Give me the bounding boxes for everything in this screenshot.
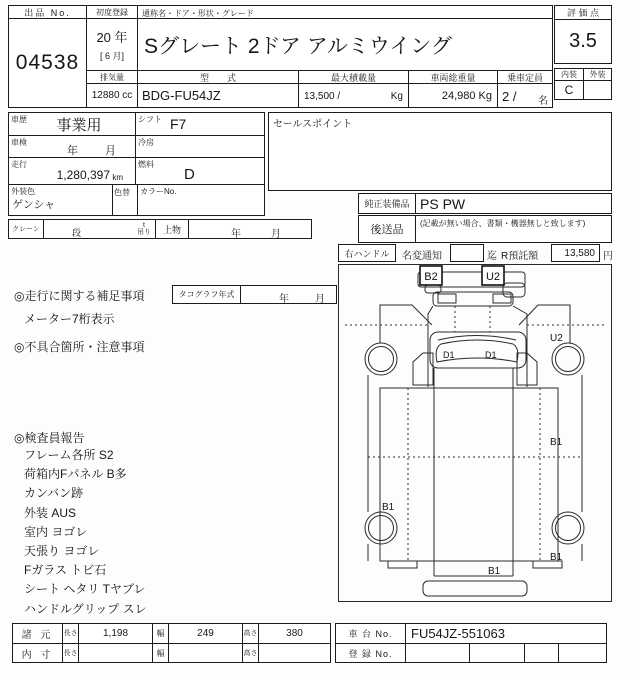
score-label: 評 価 点	[554, 5, 612, 20]
crane-t: t	[143, 222, 145, 229]
first-registration-label: 初度登録	[86, 5, 138, 19]
tachograph-value-box	[240, 285, 337, 304]
inspector-report-item: ハンドルグリップ スレ	[24, 601, 147, 616]
lot-number-label: 出品 No.	[8, 5, 87, 19]
cab-roof-vent-right	[493, 294, 511, 303]
spec-height-label-text: 高さ	[243, 630, 258, 637]
uwamono-date-cell	[188, 219, 312, 239]
lot-number-value: 04538	[8, 18, 87, 108]
crane-dan-label: 段	[72, 228, 82, 238]
inner-row-label: 内 寸	[12, 643, 63, 663]
registration-no-value	[405, 643, 607, 663]
uwamono-label: 上物	[155, 219, 189, 239]
tachograph-label: タコグラフ年式	[172, 285, 241, 304]
spec-height-value: 380	[258, 623, 331, 644]
rear-wheel-right	[552, 512, 584, 544]
spec-length-label-text: 長さ	[63, 630, 78, 637]
mileage-unit: km	[112, 173, 123, 182]
model-name-label: 通称名・ドア・形状・グレード	[137, 5, 553, 19]
repaint-cell: 色替	[112, 184, 138, 216]
exterior-color-value: ゲンシャ	[12, 199, 56, 211]
sales-point-label: セールスポイント	[273, 119, 353, 130]
sales-point-box	[268, 112, 612, 191]
later-items-note: (記載が無い場合、書類・機器無しと致します)	[415, 215, 612, 243]
capacity-value	[497, 83, 553, 108]
steering-position-badge: 右ハンドル	[338, 244, 396, 262]
exterior-color-label: 外装色	[11, 187, 35, 196]
registration-no-label: 登 録 No.	[335, 643, 406, 663]
inner-length-label	[62, 643, 79, 663]
model-code-value: BDG-FU54JZ	[137, 83, 299, 108]
rear-wheel-right-inner	[556, 516, 581, 541]
exterior-color-cell	[8, 184, 113, 216]
spec-width-value: 249	[168, 623, 243, 644]
crane-spec-cell	[43, 219, 156, 239]
cab-roof-vent-left	[438, 294, 456, 303]
tachograph-year-label: 年	[279, 294, 289, 305]
later-items-label: 後送品	[358, 215, 416, 243]
spec-length-value: 1,198	[78, 623, 153, 644]
chassis-no-value: FU54JZ-551063	[405, 623, 607, 644]
defects-title: ◎不具合箇所・注意事項	[14, 340, 145, 354]
damage-code-d1-left: D1	[443, 350, 455, 360]
history-label: 車歴	[11, 115, 27, 124]
name-change-value-box	[450, 244, 484, 262]
mileage-cell	[8, 157, 136, 185]
history-cell	[8, 112, 136, 136]
mileage-label: 走行	[11, 160, 27, 169]
damage-code-u2-side: U2	[550, 333, 563, 344]
uwamono-month-label: 月	[271, 229, 281, 240]
meter-digits-note: メーター7桁表示	[24, 312, 115, 326]
inspector-report-item: Fガラス トビ石	[24, 563, 107, 578]
color-no-cell	[137, 184, 265, 216]
first-registration-year: 20 年	[96, 30, 128, 45]
cowl-line	[438, 336, 516, 341]
rear-bumper	[423, 581, 527, 596]
diagram-frame	[339, 265, 612, 602]
inspection-year-label: 年	[67, 145, 78, 157]
registration-divider	[524, 644, 525, 662]
mileage-value: 1,280,397	[56, 168, 110, 182]
vehicle-condition-diagram	[338, 264, 612, 602]
damage-code-d1-right: D1	[485, 350, 497, 360]
inner-width-label: 幅	[152, 643, 169, 663]
registration-divider	[558, 644, 559, 662]
inner-height-label	[242, 643, 259, 663]
front-wheel-right-inner	[556, 347, 581, 372]
fuel-value: D	[184, 166, 195, 183]
model-name-value: Sグレート 2ドア アルミウイング	[137, 18, 553, 71]
inspection-label: 車検	[11, 138, 27, 147]
max-load-value	[298, 83, 409, 108]
until-label: 迄	[487, 251, 497, 262]
oem-equipment-label: 純正装備品	[358, 193, 416, 214]
max-load-amount: 13,500 /	[304, 91, 341, 102]
inspection-month-label: 月	[105, 145, 116, 157]
front-wheel-left	[365, 343, 397, 375]
aircon-label: 冷房	[138, 138, 154, 147]
rear-wheel-left	[365, 512, 397, 544]
crane-label: クレーン	[8, 219, 44, 239]
first-registration-month: [ 6 月]	[99, 51, 124, 61]
front-bumper-step	[503, 283, 525, 297]
inspector-report-item: カンバン跡	[24, 486, 84, 501]
model-code-label: 型 式	[137, 70, 299, 84]
shift-cell	[135, 112, 265, 136]
fuel-label: 燃料	[138, 160, 154, 169]
inner-height-label-text: 高さ	[243, 649, 258, 657]
crane-tsuri-label	[137, 222, 151, 236]
recycle-deposit-label: R預託額	[501, 251, 539, 262]
history-value: 事業用	[56, 116, 102, 134]
damage-code-b1-left-rear: B1	[382, 502, 395, 513]
spec-row-label: 諸 元	[12, 623, 63, 644]
damage-code-u2-front: U2	[485, 271, 501, 283]
mileage-notes-title: ◎走行に関する補足事項	[14, 289, 145, 303]
rear-wheel-left-inner	[369, 516, 394, 541]
chassis-no-label: 車 台 No.	[335, 623, 406, 644]
inspection-cell	[8, 135, 136, 158]
damage-code-b1-right-rear: B1	[550, 552, 563, 563]
uwamono-year-label: 年	[231, 229, 241, 240]
gross-weight-value: 24,980 Kg	[408, 83, 498, 108]
inner-length-value	[78, 643, 153, 663]
exterior-grade-label: 外装	[583, 68, 612, 81]
aircon-cell	[135, 135, 265, 158]
damage-code-b1-cargo: B1	[550, 437, 563, 448]
inspector-report-item: フレーム各所 S2	[24, 448, 114, 462]
inspector-report-item: 天張り ヨゴレ	[24, 544, 100, 559]
exterior-grade-value	[583, 80, 612, 100]
damage-code-b2: B2	[424, 271, 438, 283]
displacement-value: 12880 cc	[86, 83, 138, 108]
rear-stub-left	[388, 561, 417, 568]
front-fender-left	[380, 305, 432, 343]
inspector-report-item: 室内 ヨゴレ	[24, 524, 88, 539]
capacity-count: 2 /	[502, 89, 517, 104]
front-wheel-right	[552, 343, 584, 375]
shift-value: F7	[170, 116, 187, 132]
tachograph-month-label: 月	[315, 294, 325, 305]
fuel-cell	[135, 157, 265, 185]
first-registration-value	[86, 18, 138, 71]
inspector-report-item: シート ヘタリ Tヤブレ	[24, 582, 146, 597]
max-load-label: 最大積載量	[298, 70, 409, 84]
crane-tsuri: 吊り	[137, 229, 151, 236]
capacity-label: 乗車定員	[497, 70, 553, 84]
front-wheel-left-inner	[369, 347, 394, 372]
interior-grade-value: C	[554, 80, 584, 100]
inspector-report-list	[24, 446, 254, 619]
registration-divider	[469, 644, 470, 662]
oem-equipment-value: PS PW	[415, 193, 612, 214]
inspector-report-item: 荷箱内Fパネル B多	[24, 467, 127, 482]
damage-code-b1-rear: B1	[488, 566, 501, 577]
interior-grade-label: 内装	[554, 68, 584, 81]
name-change-label: 名変通知	[402, 251, 442, 262]
displacement-label: 排気量	[86, 70, 138, 84]
gross-weight-label: 車両総重量	[408, 70, 498, 84]
inner-height-value	[258, 643, 331, 663]
spec-length-label	[62, 623, 79, 644]
spec-width-label: 幅	[152, 623, 169, 644]
score-value: 3.5	[554, 19, 612, 64]
color-no-label: カラーNo.	[140, 187, 177, 196]
capacity-unit: 名	[538, 96, 548, 107]
shift-label: シフト	[138, 115, 162, 124]
inner-length-label-text: 長さ	[63, 649, 78, 657]
recycle-deposit-value: 13,580	[551, 244, 600, 262]
inspector-report-title: ◎検査員報告	[14, 431, 85, 445]
max-load-unit: Kg	[390, 91, 403, 102]
spec-height-label	[242, 623, 259, 644]
cargo-body	[380, 388, 558, 561]
yen-label: 円	[603, 251, 613, 262]
inner-width-value	[168, 643, 243, 663]
inspector-report-item: 外装 AUS	[24, 505, 77, 520]
